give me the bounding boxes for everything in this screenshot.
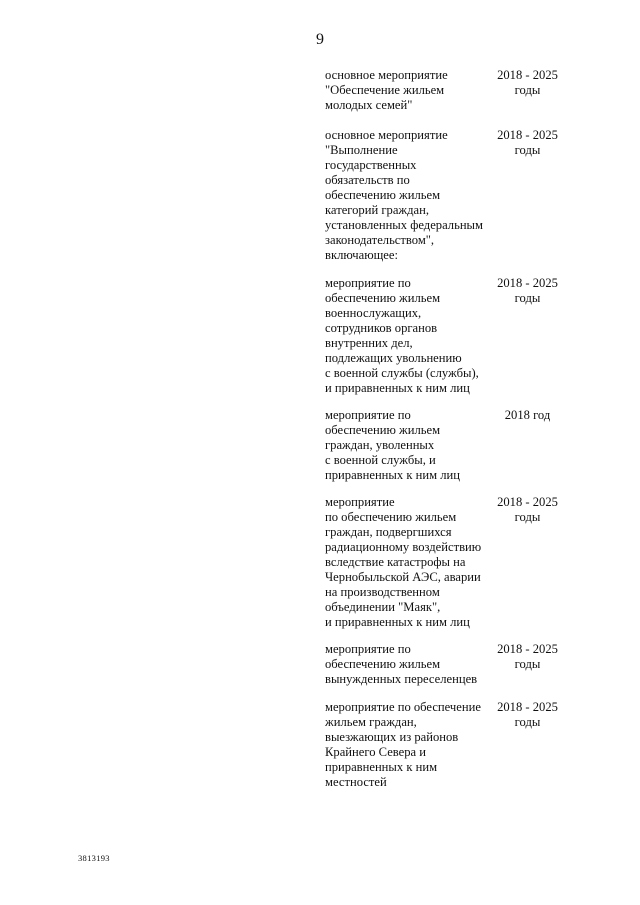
- measure-description: мероприятие по обеспечение жильем граждан, выезжающих из районов Крайнего Севера и приравненных к ним местностей: [325, 700, 481, 789]
- measure-term: 2018 год: [504, 408, 551, 422]
- document-code: 3813193: [78, 853, 110, 863]
- measure-term: 2018 - 2025 годы: [497, 276, 558, 305]
- measure-term: 2018 - 2025 годы: [497, 700, 558, 729]
- measure-description: мероприятие по обеспечению жильем граждан, подвергшихся радиационному воздействию вследствие катастрофы на Чернобыльской АЭС, аварии на производственном объединении "Маяк", и приравненных к ним лиц: [325, 495, 482, 629]
- measure-term: 2018 - 2025 годы: [497, 495, 558, 524]
- measure-description: основное мероприятие "Обеспечение жильем молодых семей": [325, 68, 448, 112]
- measure-description: мероприятие по обеспечению жильем вынужденных переселенцев: [325, 642, 478, 686]
- measure-description: мероприятие по обеспечению жильем граждан, уволенных с военной службы, и приравненных к ним лиц: [325, 408, 460, 482]
- measure-term: 2018 - 2025 годы: [497, 68, 558, 97]
- measure-term: 2018 - 2025 годы: [497, 642, 558, 671]
- measure-term: 2018 - 2025 годы: [497, 128, 558, 157]
- page-number: 9: [316, 31, 324, 48]
- measure-description: мероприятие по обеспечению жильем военнослужащих, сотрудников органов внутренних дел, подлежащих увольнению с военной службы (службы), и приравненных к ним лиц: [325, 276, 479, 395]
- measure-description: основное мероприятие "Выполнение государственных обязательств по обеспечению жильем категорий граждан, установленных федеральным законодательством", включающее:: [325, 128, 483, 262]
